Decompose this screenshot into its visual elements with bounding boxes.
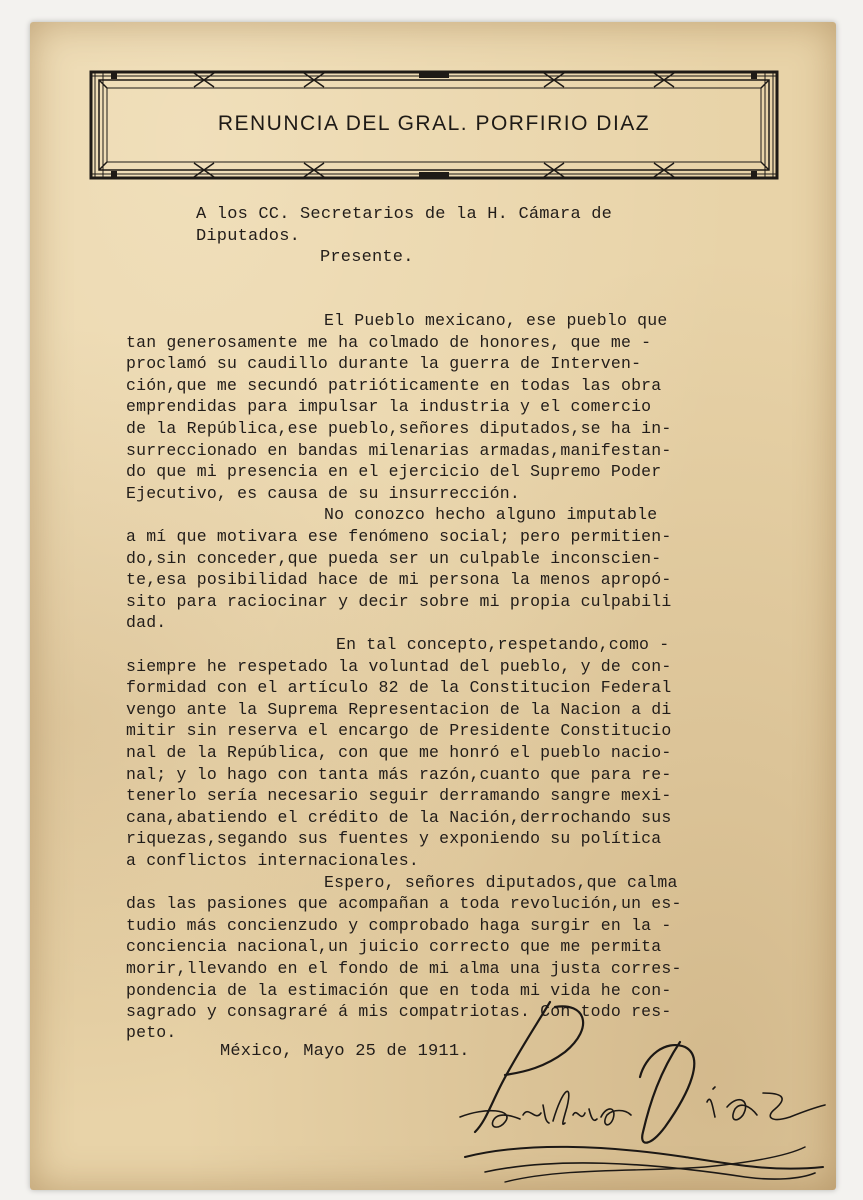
- handwritten-signature: [445, 997, 840, 1197]
- paragraph-2-line: a mí que motivara ese fenómeno social; pero permitien-: [126, 527, 672, 546]
- paragraph-4-line: morir,llevando en el fondo de mi alma una justa corres-: [126, 959, 682, 978]
- paragraph-3-line: vengo ante la Suprema Representacion de la Nacion a di: [126, 700, 672, 719]
- paragraph-2-line: sito para raciocinar y decir sobre mi propia culpabili: [126, 592, 672, 611]
- paragraph-1-line: do que mi presencia en el ejercicio del Supremo Poder: [126, 462, 662, 481]
- paragraph-4-line: conciencia nacional,un juicio correcto que me permita: [126, 937, 662, 956]
- paragraph-3-line: mitir sin reserva el encargo de Presidente Constitucio: [126, 721, 672, 740]
- paragraph-2-line: do,sin conceder,que pueda ser un culpable inconscien-: [126, 549, 662, 568]
- paragraph-1-line: de la República,ese pueblo,señores diputados,se ha in-: [126, 419, 672, 438]
- paper-page: [30, 22, 836, 1190]
- salutation-line-1: A los CC. Secretarios de la H. Cámara de: [196, 205, 613, 224]
- paragraph-3-line: tenerlo sería necesario seguir derramando sangre mexi-: [126, 786, 672, 805]
- document-title: RENUNCIA DEL GRAL. PORFIRIO DIAZ: [217, 112, 651, 135]
- paragraph-1-line: El Pueblo mexicano, ese pueblo que: [324, 311, 668, 330]
- paragraph-3-line: formidad con el artículo 82 de la Constitucion Federal: [126, 678, 672, 697]
- paragraph-1-line: proclamó su caudillo durante la guerra de Interven-: [126, 354, 642, 373]
- paragraph-1-line: Ejecutivo, es causa de su insurrección.: [126, 484, 520, 503]
- paragraph-4-line: pondencia de la estimación que en toda mi vida he con-: [126, 981, 672, 1000]
- paragraph-3-line: En tal concepto,respetando,como -: [336, 635, 670, 654]
- paragraph-4-line: sagrado y consagraré á mis compatriotas. Con todo res-: [126, 1002, 672, 1021]
- salutation-line-2: Diputados.: [196, 227, 301, 246]
- paragraph-2-line: te,esa posibilidad hace de mi persona la menos apropó-: [126, 570, 672, 589]
- date-line: México, Mayo 25 de 1911.: [220, 1042, 470, 1061]
- paragraph-1-line: emprendidas para impulsar la industria y el comercio: [126, 397, 652, 416]
- paragraph-4-line: tudio más concienzudo y comprobado haga surgir en la -: [126, 916, 672, 935]
- paragraph-3-line: cana,abatiendo el crédito de la Nación,derrochando sus: [126, 808, 672, 827]
- paragraph-1-line: tan generosamente me ha colmado de honores, que me -: [126, 333, 652, 352]
- paragraph-1-line: surreccionado en bandas milenarias armadas,manifestan-: [126, 441, 672, 460]
- salutation-line-3: Presente.: [320, 248, 414, 267]
- paragraph-4-line: das las pasiones que acompañan a toda revolución,un es-: [126, 894, 682, 913]
- paragraph-2-line: No conozco hecho alguno imputable: [324, 505, 658, 524]
- paragraph-3-line: siempre he respetado la voluntad del pueblo, y de con-: [126, 657, 672, 676]
- paragraph-3-line: nal; y lo hago con tanta más razón,cuanto que para re-: [126, 765, 672, 784]
- paragraph-3-line: a conflictos internacionales.: [126, 851, 419, 870]
- paragraph-1-line: ción,que me secundó patrióticamente en todas las obra: [126, 376, 662, 395]
- paragraph-4-line: Espero, señores diputados,que calma: [324, 873, 678, 892]
- paragraph-4-line: peto.: [126, 1023, 177, 1042]
- paragraph-3-line: nal de la República, con que me honró el pueblo nacio-: [126, 743, 672, 762]
- paragraph-3-line: riquezas,segando sus fuentes y exponiendo su política: [126, 829, 662, 848]
- paragraph-2-line: dad.: [126, 613, 167, 632]
